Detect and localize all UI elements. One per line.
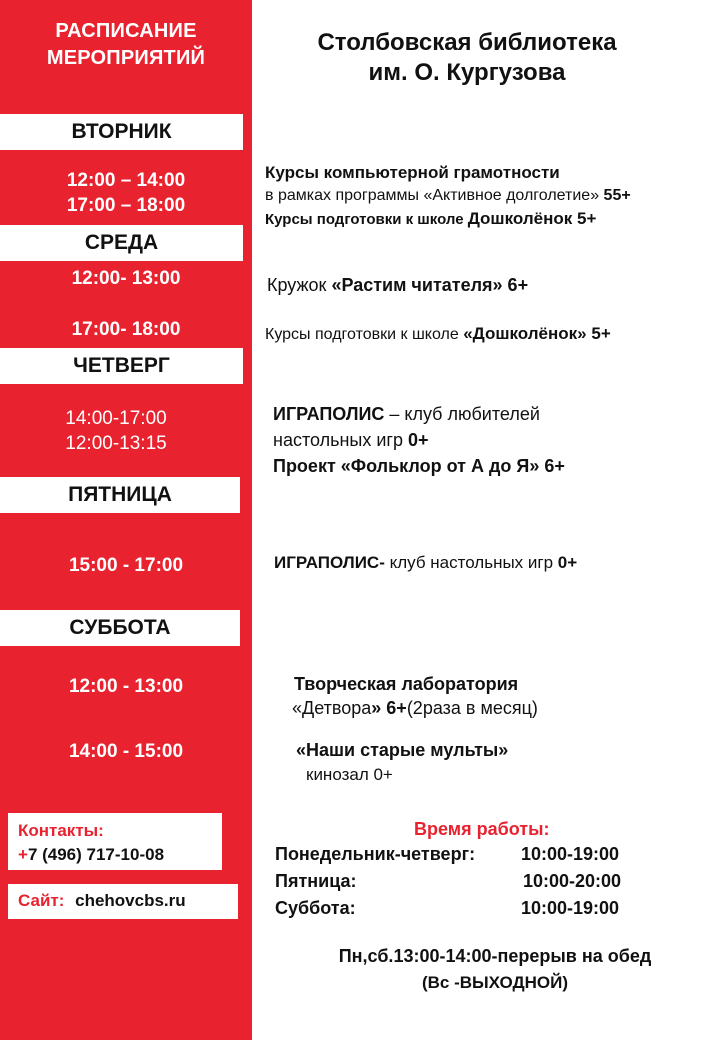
- day-friday: ПЯТНИЦА: [0, 477, 240, 513]
- work-hours-row3-days: Суббота:: [275, 898, 356, 918]
- event-tue-program-age: 55+: [599, 187, 631, 204]
- event-tue-school-prep-text: Курсы подготовки к школе: [265, 211, 468, 228]
- day-off: (Вс -ВЫХОДНОЙ): [421, 973, 569, 992]
- event-wed-reader-club-label: Кружок: [267, 275, 332, 295]
- event-tue-computer-courses: Курсы компьютерной грамотности: [265, 163, 560, 182]
- library-title-line1: Столбовская библиотека: [317, 29, 617, 56]
- event-thu-board-games-text: настольных игр: [273, 430, 408, 450]
- event-thu-board-games-age: 0+: [408, 430, 429, 450]
- event-sat-detvora: [292, 697, 538, 720]
- event-sat-detvora-name: «Детвора: [292, 698, 372, 718]
- event-wed-reader-club: [267, 274, 528, 297]
- work-hours-title: Время работы:: [414, 819, 550, 839]
- event-thu-igrapolis-desc: – клуб любителей: [384, 404, 540, 424]
- day-saturday: СУББОТА: [0, 610, 240, 646]
- work-hours-row1-time: 10:00-19:00: [521, 844, 620, 864]
- event-wed-school-prep-text: Курсы подготовки к школе: [265, 326, 464, 343]
- event-wed-school-prep-age: 5+: [586, 324, 611, 343]
- time-tue-1: 12:00 – 14:00: [66, 170, 186, 191]
- time-thu-1: 14:00-17:00: [65, 408, 167, 429]
- event-thu-igrapolis-name: ИГРАПОЛИС: [273, 404, 385, 424]
- work-hours-row1-days: Понедельник-четверг:: [275, 844, 476, 864]
- work-hours-row2-time: 10:00-20:00: [523, 871, 622, 891]
- event-tue-program-text: в рамках программы «Активное долголетие»: [265, 187, 600, 204]
- day-tuesday: ВТОРНИК: [0, 114, 243, 150]
- event-tue-school-prep-name: Дошколёнок: [467, 209, 573, 228]
- event-thu-board-games: [273, 428, 429, 453]
- event-fri-igrapolis: [274, 551, 577, 574]
- event-wed-school-prep: [265, 322, 611, 346]
- schedule-title: [0, 18, 252, 72]
- day-wednesday: СРЕДА: [0, 225, 243, 261]
- event-fri-igrapolis-desc: клуб настольных игр: [384, 553, 558, 572]
- time-fri-1: 15:00 - 17:00: [68, 555, 184, 576]
- event-sat-cinema: кинозал 0+: [306, 765, 393, 784]
- site-box: [8, 884, 238, 919]
- time-thu-2: 12:00-13:15: [65, 433, 167, 454]
- schedule-title-line2: МЕРОПРИЯТИЙ: [46, 47, 206, 69]
- event-fri-igrapolis-age: 0+: [557, 553, 578, 572]
- panel-notch-decoration: [0, 930, 252, 1040]
- event-sat-creative-lab: Творческая лаборатория: [294, 674, 519, 694]
- work-hours-row2-days: Пятница:: [275, 871, 357, 891]
- event-thu-folklore-project: Проект «Фольклор от А до Я» 6+: [273, 456, 565, 476]
- event-wed-reader-club-name: «Растим читателя» 6+: [331, 275, 529, 295]
- event-wed-school-prep-name: «Дошколёнок»: [463, 324, 587, 343]
- site-link[interactable]: chehovcbs.ru: [75, 891, 186, 910]
- contacts-box: [8, 813, 222, 870]
- contacts-phone-row: [18, 843, 222, 867]
- event-fri-igrapolis-name: ИГРАПОЛИС-: [274, 553, 385, 572]
- contacts-phone[interactable]: 7 (496) 717-10-08: [27, 845, 165, 864]
- library-title: [262, 28, 672, 88]
- day-thursday: ЧЕТВЕРГ: [0, 348, 243, 384]
- event-tue-school-prep: [265, 207, 596, 231]
- library-title-line2: им. О. Кургузова: [368, 59, 566, 86]
- time-sat-2: 14:00 - 15:00: [68, 741, 184, 762]
- event-sat-old-cartoons: «Наши старые мульты»: [296, 740, 509, 760]
- time-wed-1: 12:00- 13:00: [71, 268, 181, 289]
- phone-plus: +: [18, 845, 28, 864]
- event-tue-program: [265, 184, 631, 207]
- event-thu-igrapolis: [273, 402, 540, 427]
- schedule-title-line1: РАСПИСАНИЕ: [55, 20, 197, 42]
- contacts-label: Контакты:: [18, 821, 104, 840]
- time-tue-2: 17:00 – 18:00: [66, 195, 186, 216]
- event-sat-detvora-frequency: (2раза в месяц): [406, 698, 538, 718]
- time-sat-1: 12:00 - 13:00: [68, 676, 184, 697]
- event-sat-detvora-age: » 6+: [371, 698, 407, 718]
- work-hours-row3-time: 10:00-19:00: [521, 898, 620, 918]
- lunch-break: Пн,сб.13:00-14:00-перерыв на обед: [338, 946, 652, 966]
- site-label: Сайт:: [18, 891, 65, 910]
- event-tue-school-prep-age: 5+: [572, 209, 597, 228]
- time-wed-2: 17:00- 18:00: [71, 319, 181, 340]
